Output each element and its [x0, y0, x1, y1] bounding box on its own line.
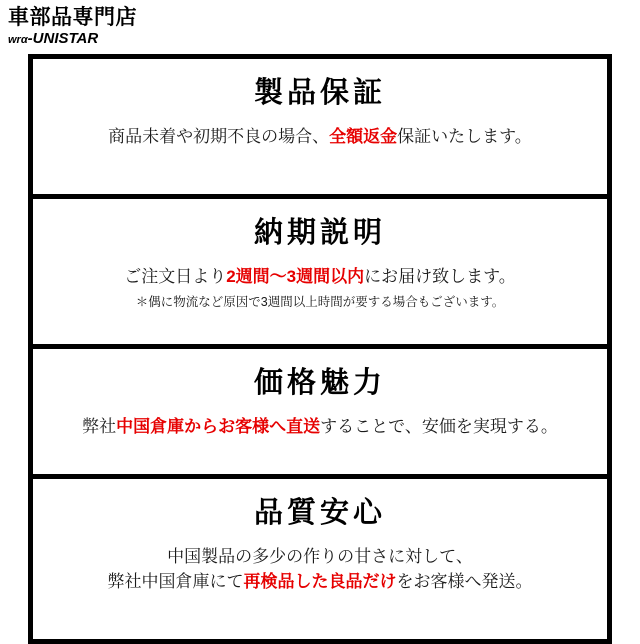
- body-segment: 中国製品の多少の作りの甘さに対して、: [167, 546, 473, 566]
- info-box-body: [43, 415, 597, 440]
- info-box-delivery: [33, 199, 607, 349]
- brand-name-latin-text: -UNISTAR: [27, 30, 99, 48]
- info-box-quality: [33, 479, 607, 639]
- info-box-price: [33, 349, 607, 479]
- info-box-note: ＊偶に物流など原因で3週間以上時間が要する場合もございます。: [135, 294, 505, 309]
- info-box-title: 製品保証: [253, 76, 386, 109]
- info-box-body: [43, 125, 597, 150]
- brand-name-japanese: 車部品専門店: [8, 6, 137, 29]
- body-segment-emphasis: 全額返金: [329, 126, 398, 146]
- info-box-body: [43, 545, 597, 570]
- brand-logo: [0, 0, 640, 48]
- info-box-warranty: [33, 59, 607, 199]
- body-segment: をお客様へ発送。: [396, 571, 533, 591]
- brand-prefix: wrα: [8, 34, 28, 47]
- body-segment: 弊社中国倉庫にて: [107, 571, 244, 591]
- info-box-title: 納期説明: [253, 216, 386, 249]
- brand-name-latin: [8, 31, 640, 48]
- body-segment: にお届け致します。: [364, 266, 516, 286]
- body-segment-emphasis: 再検品した良品だけ: [243, 571, 397, 591]
- body-segment-emphasis: 中国倉庫からお客様へ直送: [116, 416, 321, 436]
- info-box-list: [28, 54, 612, 644]
- body-segment: ご注文日より: [124, 266, 227, 286]
- info-box-title: 価格魅力: [253, 366, 386, 399]
- info-box-body: [43, 265, 597, 290]
- body-segment: 弊社: [82, 416, 117, 436]
- body-segment: 商品未着や初期不良の場合、: [108, 126, 330, 146]
- body-segment-emphasis: 2週間～3週間以内: [226, 266, 365, 286]
- body-segment: することで、安価を実現する。: [320, 416, 558, 436]
- body-segment: 保証いたします。: [397, 126, 532, 146]
- info-box-title: 品質安心: [253, 496, 386, 529]
- info-box-body-line2: [43, 570, 597, 595]
